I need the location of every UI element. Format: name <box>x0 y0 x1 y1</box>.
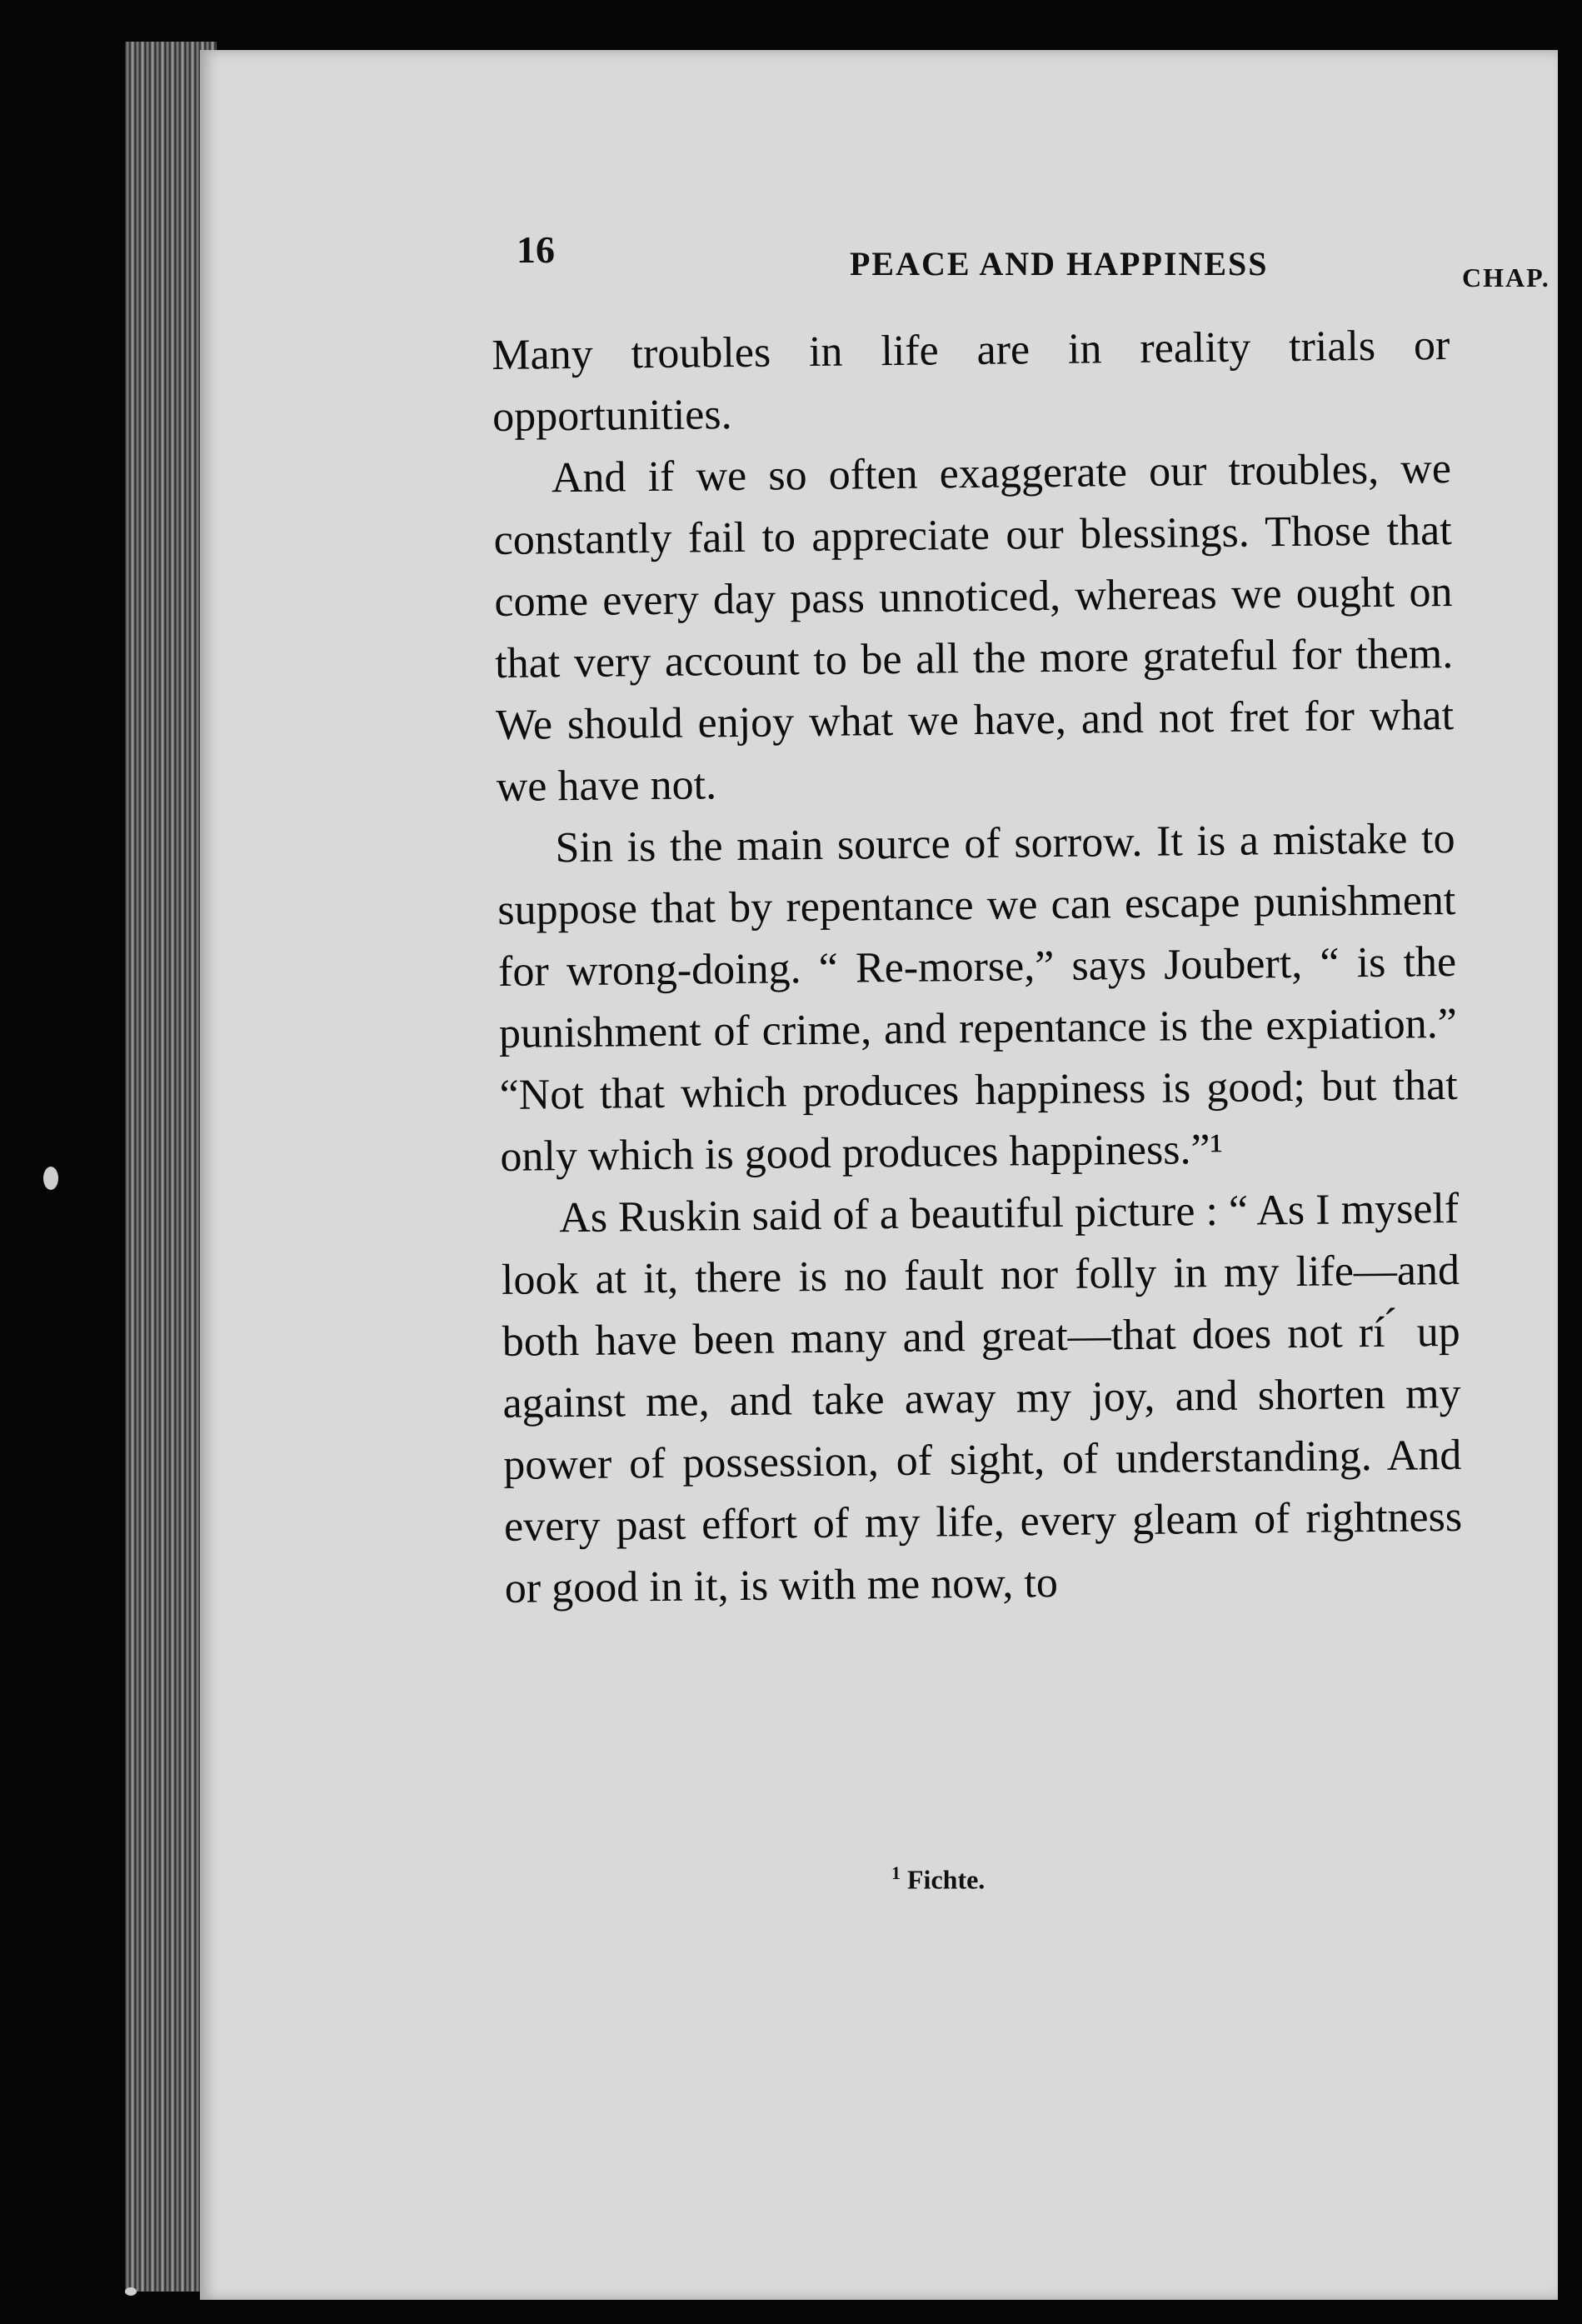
scan-speck <box>125 2287 137 2296</box>
page-number: 16 <box>517 228 555 271</box>
chapter-abbreviation: CHAP. <box>1462 262 1550 292</box>
scan-speck <box>43 1167 58 1190</box>
running-head <box>296 179 1550 292</box>
paragraph: Many troubles in life are in reality trials or opportunities. <box>492 321 1450 441</box>
body-text <box>492 315 1463 1620</box>
paragraph: And if we so often exaggerate our troubles, we constantly fail to appreciate our blessings. Those that come every day pass unnoticed, whereas we ought on that very account to be all the more grateful for them. We should enjoy what we have, and not fret for what we have not. <box>493 444 1455 811</box>
footnote-marker: 1 <box>891 1862 901 1883</box>
running-head-title: PEACE AND HAPPINESS <box>850 245 1269 282</box>
paragraph: Sin is the main source of sorrow. It is a mistake to suppose that by repentance we can escape punishment for wrong-doing. “ Re-morse,” says Joubert, “ is the punishment of crime, and repentance is the expiation.” “Not that which produces happiness is good; but that only which is good produces happiness.”¹ <box>497 814 1458 1181</box>
paragraph: As Ruskin said of a beautiful picture : “ As I myself look at it, there is no fault nor folly in my life—and both have been many and great—that does not rí ́ up against me, and take away my joy, and shorten my power of possession, of sight, of understanding. And every past effort of my life, every gleam of rightness or good in it, is with me now, to <box>501 1184 1463 1612</box>
footnote <box>891 1862 985 1896</box>
footnote-text: Fichte. <box>907 1864 986 1895</box>
